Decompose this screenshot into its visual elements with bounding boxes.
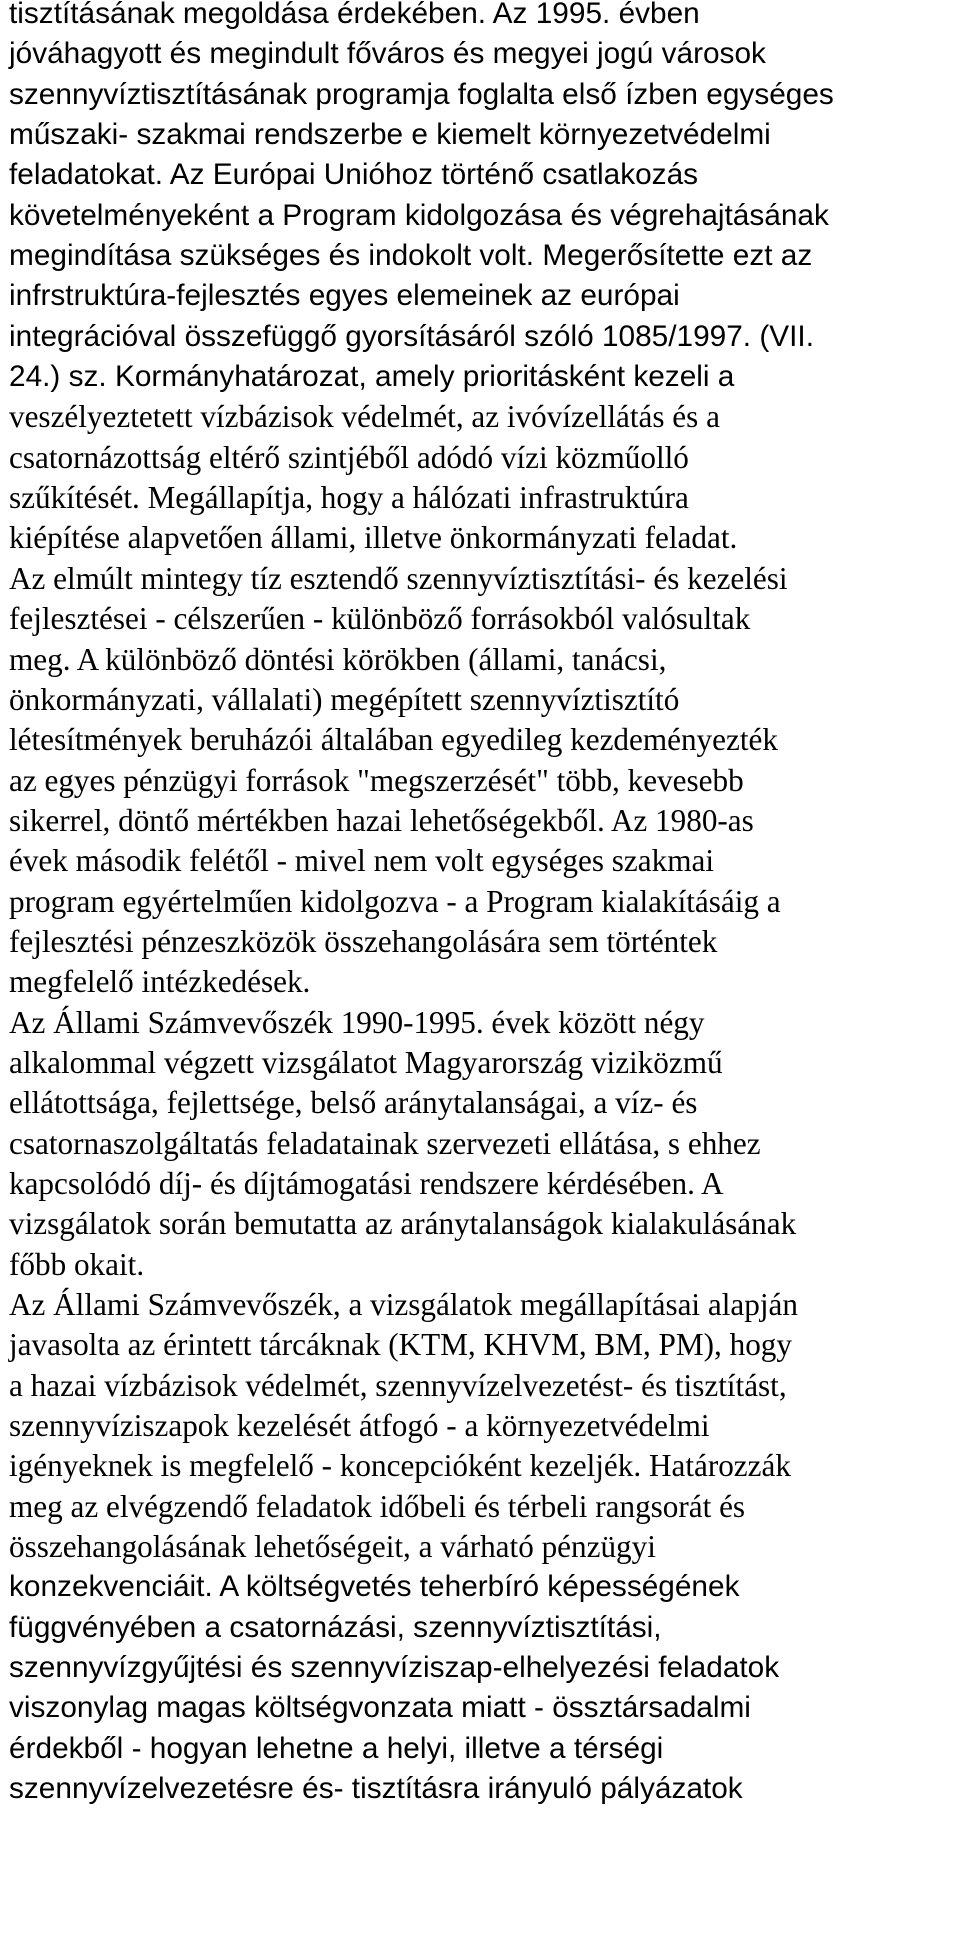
text-line: javasolta az érintett tárcáknak (KTM, KHVM, BM, PM), hogy: [9, 1327, 792, 1363]
text-line: szennyvíztisztításának programja foglalta első ízben egységes: [9, 77, 834, 111]
text-line: évek második felétől - mivel nem volt egységes szakmai: [9, 843, 714, 879]
text-line: érdekből - hogyan lehetne a helyi, illetve a térségi: [9, 1731, 664, 1765]
text-line: követelményeként a Program kidolgozása és végrehajtásának: [9, 198, 829, 232]
text-line: feladatokat. Az Európai Unióhoz történő csatlakozás: [9, 158, 699, 192]
paragraph-3: [9, 1003, 955, 1285]
text-line: igényeknek is megfelelő - koncepcióként kezeljék. Határozzák: [9, 1448, 791, 1484]
text-line: függvényében a csatornázási, szennyvíztisztítási,: [9, 1610, 662, 1644]
text-line: integrációval összefüggő gyorsításáról szóló 1085/1997. (VII.: [9, 319, 814, 353]
text-line: megfelelő intézkedések.: [9, 964, 311, 1000]
text-line: program egyértelműen kidolgozva - a Program kialakításáig a: [9, 883, 781, 919]
text-line: fejlesztései - célszerűen - különböző forrásokból valósultak: [9, 601, 751, 637]
paragraph-2: [9, 559, 955, 1003]
text-line: Az Állami Számvevőszék 1990-1995. évek között négy: [9, 1004, 705, 1040]
text-line: szennyvízgyűjtési és szennyvíziszap-elhelyezési feladatok: [9, 1651, 780, 1685]
paragraph-1: [9, 0, 955, 559]
text-line: meg. A különböző döntési körökben (állami, tanácsi,: [9, 641, 667, 677]
text-line: 24.) sz. Kormányhatározat, amely prioritásként kezeli a: [9, 360, 735, 394]
text-line: fejlesztési pénzeszközök összehangolására sem történtek: [9, 923, 718, 959]
text-line: csatornaszolgáltatás feladatainak szervezeti ellátása, s ehhez: [9, 1125, 761, 1161]
text-line: összehangolásának lehetőségeit, a várható pénzügyi: [9, 1529, 656, 1565]
text-line: szennyvíziszapok kezelését átfogó - a környezetvédelmi: [9, 1408, 710, 1444]
text-line: főbb okait.: [9, 1246, 145, 1282]
text-line: vizsgálatok során bemutatta az aránytalanságok kialakulásának: [9, 1206, 797, 1242]
text-line: műszaki- szakmai rendszerbe e kiemelt környezetvédelmi: [9, 118, 771, 152]
text-line: Az Állami Számvevőszék, a vizsgálatok megállapításai alapján: [9, 1287, 798, 1322]
text-line: megindítása szükséges és indokolt volt. Megerősítette ezt az: [9, 239, 813, 273]
text-line: ellátottsága, fejlettsége, belső aránytalanságai, a víz- és: [9, 1085, 698, 1121]
text-line: veszélyeztetett vízbázisok védelmét, az ivóvízellátás és a: [9, 399, 720, 435]
text-line: létesítmények beruházói általában egyedileg kezdeményezték: [9, 722, 778, 758]
text-line: konzekvenciáit. A költségvetés teherbíró képességének: [9, 1570, 740, 1604]
text-line: meg az elvégzendő feladatok időbeli és térbeli rangsorát és: [9, 1488, 746, 1524]
text-line: szennyvízelvezetésre és- tisztításra irányuló pályázatok: [9, 1772, 743, 1806]
text-line: kiépítése alapvetően állami, illetve önkormányzati feladat.: [9, 520, 738, 556]
text-line: kapcsolódó díj- és díjtámogatási rendszere kérdésében. A: [9, 1165, 724, 1201]
text-line: szűkítését. Megállapítja, hogy a hálózati infrastruktúra: [9, 480, 689, 516]
text-line: a hazai vízbázisok védelmét, szennyvízelvezetést- és tisztítást,: [9, 1367, 787, 1403]
document-body: [9, 0, 955, 1809]
text-line: csatornázottság eltérő szintjéből adódó vízi közműolló: [9, 439, 689, 475]
text-line: viszonylag magas költségvonzata miatt - össztársadalmi: [9, 1691, 751, 1725]
text-line: Az elmúlt mintegy tíz esztendő szennyvíztisztítási- és kezelési: [9, 560, 788, 596]
text-line: az egyes pénzügyi források "megszerzését" több, kevesebb: [9, 762, 744, 798]
text-line: önkormányzati, vállalati) megépített szennyvíztisztító: [9, 681, 680, 717]
paragraph-4: [9, 1285, 955, 1809]
text-line: sikerrel, döntő mértékben hazai lehetőségekből. Az 1980-as: [9, 802, 754, 838]
text-line: tisztításának megoldása érdekében. Az 1995. évben: [9, 0, 700, 30]
text-line: infrstruktúra-fejlesztés egyes elemeinek az európai: [9, 279, 680, 313]
text-line: jóváhagyott és megindult főváros és megyei jogú városok: [9, 37, 766, 71]
text-line: alkalommal végzett vizsgálatot Magyarország viziközmű: [9, 1044, 723, 1080]
